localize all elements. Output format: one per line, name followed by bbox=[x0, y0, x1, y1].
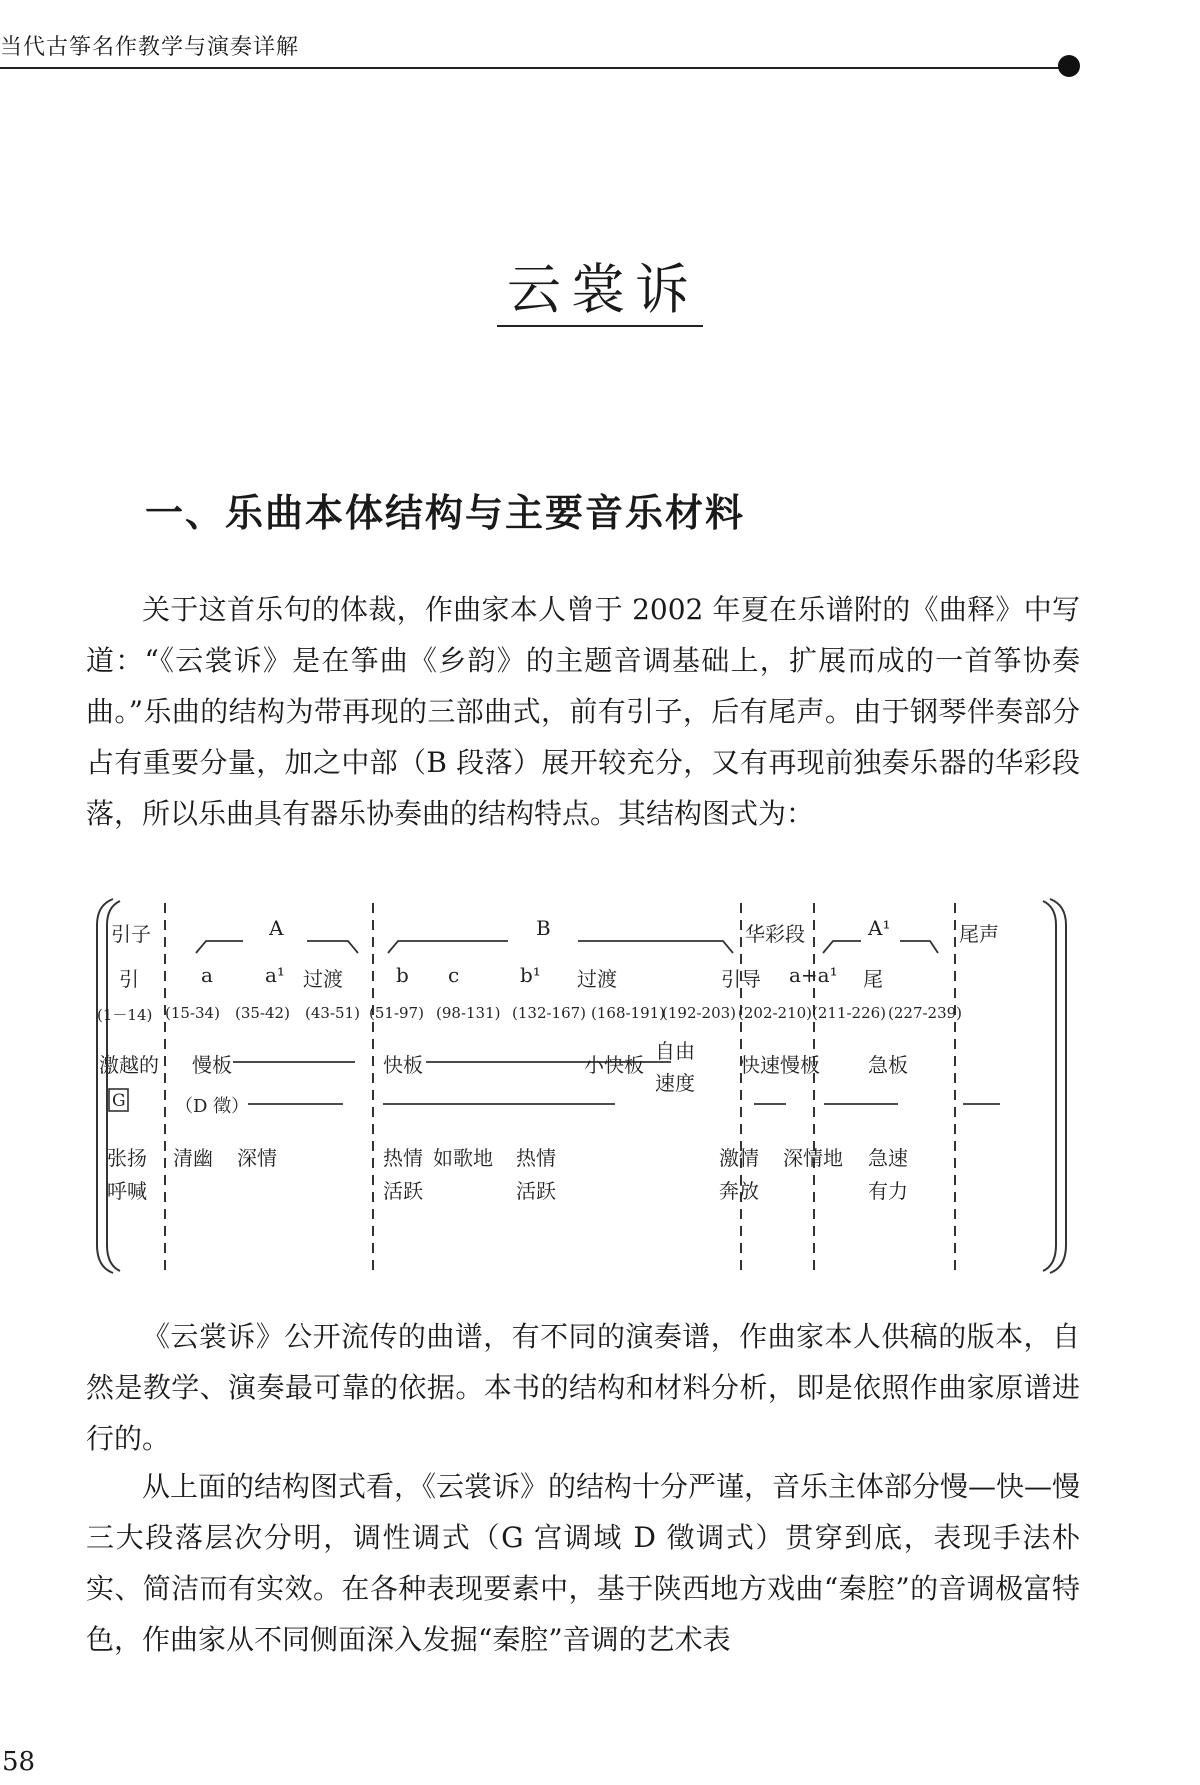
diagram-sub-a2: a¹ bbox=[265, 963, 285, 987]
diagram-mood-ap-3: 奔放 bbox=[719, 1179, 759, 1203]
diagram-sub-intro: 引 bbox=[119, 967, 139, 991]
diagram-mood-b-3: 热情 bbox=[516, 1146, 556, 1170]
section-heading: 一、乐曲本体结构与主要音乐材料 bbox=[145, 491, 746, 535]
diagram-tempo-intro: 激越的 bbox=[99, 1053, 159, 1077]
diagram-sub-ap-main: a+a¹ bbox=[789, 963, 838, 987]
header-dot bbox=[1058, 55, 1080, 77]
header-rule bbox=[0, 67, 1065, 69]
title-block bbox=[0, 258, 1200, 327]
diagram-sub-ap-lead: 引导 bbox=[721, 967, 761, 991]
diagram-mood-ap-1: 激情 bbox=[719, 1146, 759, 1170]
paragraph-3: 从上面的结构图式看，《云裳诉》的结构十分严谨，音乐主体部分慢—快—慢三大段落层次分明，调性调式（G 宫调域 D 徵调式）贯穿到底，表现手法朴实、简洁而有实效。在各种表现要素中，基于陕西地方戏曲“秦腔”的音调极富特色，作曲家从不同侧面深入发掘“秦腔”音调的艺术表 bbox=[86, 1470, 1081, 1656]
diagram-mood-b-5: 活跃 bbox=[516, 1179, 556, 1203]
diagram-tempo-coda: 急板 bbox=[868, 1053, 908, 1077]
diagram-measures-a1: (15-34) bbox=[165, 1004, 220, 1022]
diagram-measures-b-trans: (168-191) bbox=[591, 1004, 666, 1022]
diagram-section-intro: 引子 bbox=[111, 922, 151, 946]
diagram-sub-a1: a bbox=[201, 963, 213, 987]
diagram-mood-a-2: 深情 bbox=[237, 1146, 277, 1170]
structure-diagram bbox=[93, 895, 1070, 1295]
diagram-key-a: （D 徵） bbox=[175, 1096, 250, 1117]
page-title: 云裳诉 bbox=[497, 258, 703, 327]
diagram-measures-b1: (51-97) bbox=[369, 1004, 424, 1022]
diagram-section-cadenza: 华彩段 bbox=[745, 922, 805, 946]
running-head: 当代古筝名作教学与演奏详解 bbox=[0, 35, 300, 60]
diagram-sub-b3: b¹ bbox=[520, 963, 541, 987]
diagram-section-b: B bbox=[536, 916, 551, 940]
paragraph-2: 《云裳诉》公开流传的曲谱，有不同的演奏谱，作曲家本人供稿的版本，自然是教学、演奏最可靠的依据。本书的结构和材料分析，即是依照作曲家原谱进行的。 bbox=[86, 1320, 1080, 1455]
diagram-measures-cadenza: (192-203) bbox=[662, 1004, 737, 1022]
diagram-tempo-b-start: 快板 bbox=[383, 1053, 423, 1077]
diagram-sub-a-trans: 过渡 bbox=[303, 967, 343, 991]
diagram-sub-b-trans: 过渡 bbox=[577, 967, 617, 991]
diagram-sub-b2: c bbox=[448, 963, 460, 987]
diagram-measures-b3: (132-167) bbox=[512, 1004, 587, 1022]
right-brace bbox=[1050, 899, 1066, 1273]
page-number: 58 bbox=[2, 1747, 36, 1777]
diagram-mood-coda-2: 有力 bbox=[868, 1179, 908, 1203]
diagram-mood-b-1: 热情 bbox=[383, 1146, 423, 1170]
diagram-measures-a2: (35-42) bbox=[235, 1004, 290, 1022]
diagram-measures-coda: (227-239) bbox=[888, 1004, 963, 1022]
diagram-tempo-a-prime: 快速慢板 bbox=[740, 1053, 820, 1077]
diagram-section-coda: 尾声 bbox=[959, 922, 999, 946]
diagram-tempo-a: 慢板 bbox=[192, 1053, 232, 1077]
diagram-tempo-cadenza-2: 速度 bbox=[655, 1071, 695, 1095]
paragraph-1: 关于这首乐句的体裁，作曲家本人曾于 2002 年夏在乐谱附的《曲释》中写道：“《云裳诉》是在筝曲《乡韵》的主题音调基础上，扩展而成的一首筝协奏曲。”乐曲的结构为带再现的三部曲式，前有引子，后有尾声。由于钢琴伴奏部分占有重要分量，加之中部（B 段落）展开较充分，又有再现前独奏乐器的华彩段落，所以乐曲具有器乐协奏曲的结构特点。其结构图式为： bbox=[86, 593, 1080, 830]
diagram-key-intro: G bbox=[112, 1091, 126, 1111]
diagram-tempo-cadenza-1: 自由 bbox=[655, 1039, 695, 1063]
diagram-measures-a-trans: (43-51) bbox=[305, 1004, 360, 1022]
diagram-measures-ap-lead: (202-210) bbox=[738, 1004, 813, 1022]
left-brace bbox=[97, 899, 113, 1273]
diagram-mood-b-4: 活跃 bbox=[383, 1179, 423, 1203]
diagram-measures-intro: (1－14) bbox=[97, 1006, 153, 1024]
diagram-mood-coda-1: 急速 bbox=[868, 1146, 908, 1170]
diagram-sub-coda: 尾 bbox=[863, 967, 883, 991]
diagram-section-a: A bbox=[269, 916, 284, 940]
diagram-mood-intro-1: 张扬 bbox=[107, 1146, 147, 1170]
diagram-mood-b-2: 如歌地 bbox=[433, 1146, 493, 1170]
diagram-tempo-b-end: 小快板 bbox=[584, 1053, 644, 1077]
diagram-measures-ap-main: (211-226) bbox=[812, 1004, 887, 1022]
diagram-mood-ap-2: 深情地 bbox=[783, 1146, 843, 1170]
diagram-mood-a-1: 清幽 bbox=[173, 1146, 213, 1170]
diagram-section-a-prime: A¹ bbox=[868, 916, 891, 940]
diagram-measures-b2: (98-131) bbox=[436, 1004, 501, 1022]
diagram-mood-intro-2: 呼喊 bbox=[107, 1179, 147, 1203]
diagram-sub-b1: b bbox=[396, 963, 409, 987]
